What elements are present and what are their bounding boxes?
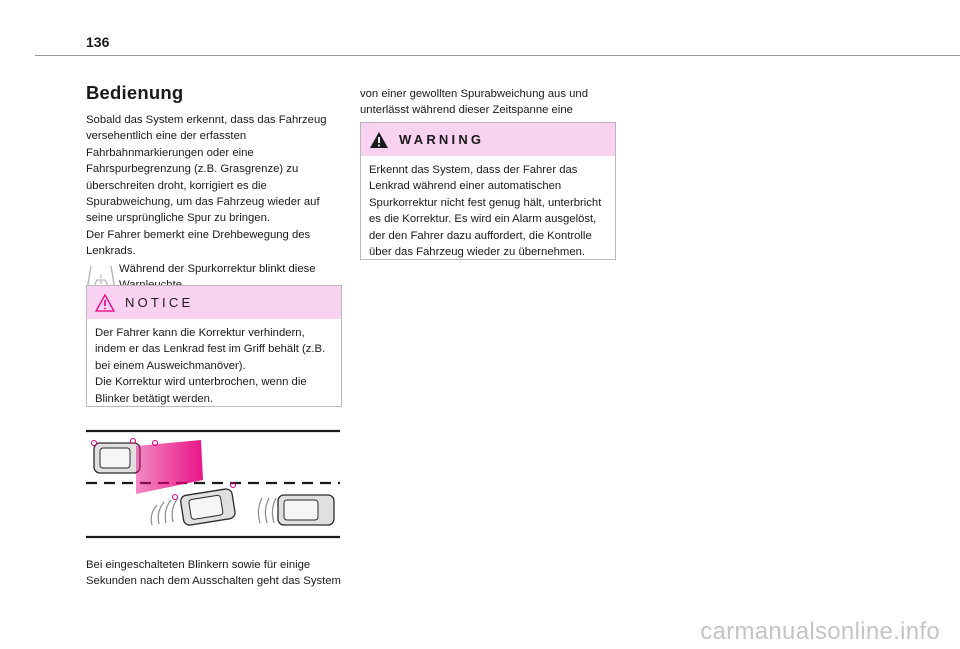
correcting-car <box>180 488 236 526</box>
steering-paragraph: Der Fahrer bemerkt eine Drehbewegung des Lenkrads. <box>86 228 311 258</box>
notice-text-1: Der Fahrer kann die Korrektur verhindern, indem er das Lenkrad fest im Griff behält (z.B. bei einem Ausweichmanöver). <box>95 327 326 372</box>
warning-header <box>361 123 615 156</box>
section-title: Bedienung <box>86 82 184 103</box>
header-rule <box>35 55 960 56</box>
notice-body <box>87 319 341 415</box>
bottom-paragraph: Bei eingeschalteten Blinkern sowie für einige Sekunden nach dem Ausschalten geht das System <box>86 559 341 588</box>
watermark: carmanualsonline.info <box>700 618 940 645</box>
page-number: 136 <box>86 34 110 50</box>
bottom-text-block <box>86 557 342 590</box>
warning-box <box>360 122 616 260</box>
motion-trail-right <box>258 498 276 523</box>
notice-label: NOTICE <box>125 295 194 310</box>
warning-label: WARNING <box>399 132 485 147</box>
notice-box <box>86 285 342 407</box>
notice-header <box>87 286 341 319</box>
pink-correction-zone <box>136 440 203 494</box>
motion-trail-left <box>151 498 178 525</box>
lane-correction-illustration <box>86 428 340 540</box>
moving-car-right <box>278 495 334 525</box>
warning-body <box>361 156 615 268</box>
intro-paragraph: Sobald das System erkennt, dass das Fahrzeug versehentlich eine der erfassten Fahrbahnmarkierungen oder eine Fahrspurbegrenzung (z.B. Grasgrenze) zu überschreiten droht, korrigiert es die Spurabweichung, um das Fahrzeug wieder auf seine ursprüngliche Spur zu bringen. <box>86 114 327 225</box>
column-left <box>86 82 342 293</box>
notice-text-2: Die Korrektur wird unterbrochen, wenn die Blinker betätigt werden. <box>95 376 307 405</box>
warning-triangle-icon <box>369 131 389 149</box>
notice-triangle-icon <box>95 294 115 312</box>
continuation-paragraph: von einer gewollten Spurabweichung aus und unterlässt während dieser Zeitspanne eine <box>360 88 588 117</box>
warning-text: Erkennt das System, dass der Fahrer das Lenkrad während einer automatischen Spurkorrektur nicht fest genug hält, unterbricht es die Korrektur. Es wird ein Alarm ausgelöst, der den Fahrer dazu auffordert, die Kontrolle über das Fahrzeug wieder zu übernehmen. <box>369 164 602 259</box>
parked-car-top <box>94 443 140 473</box>
lamp-text: Während der Spurkorrektur blinkt diese <box>119 262 316 275</box>
